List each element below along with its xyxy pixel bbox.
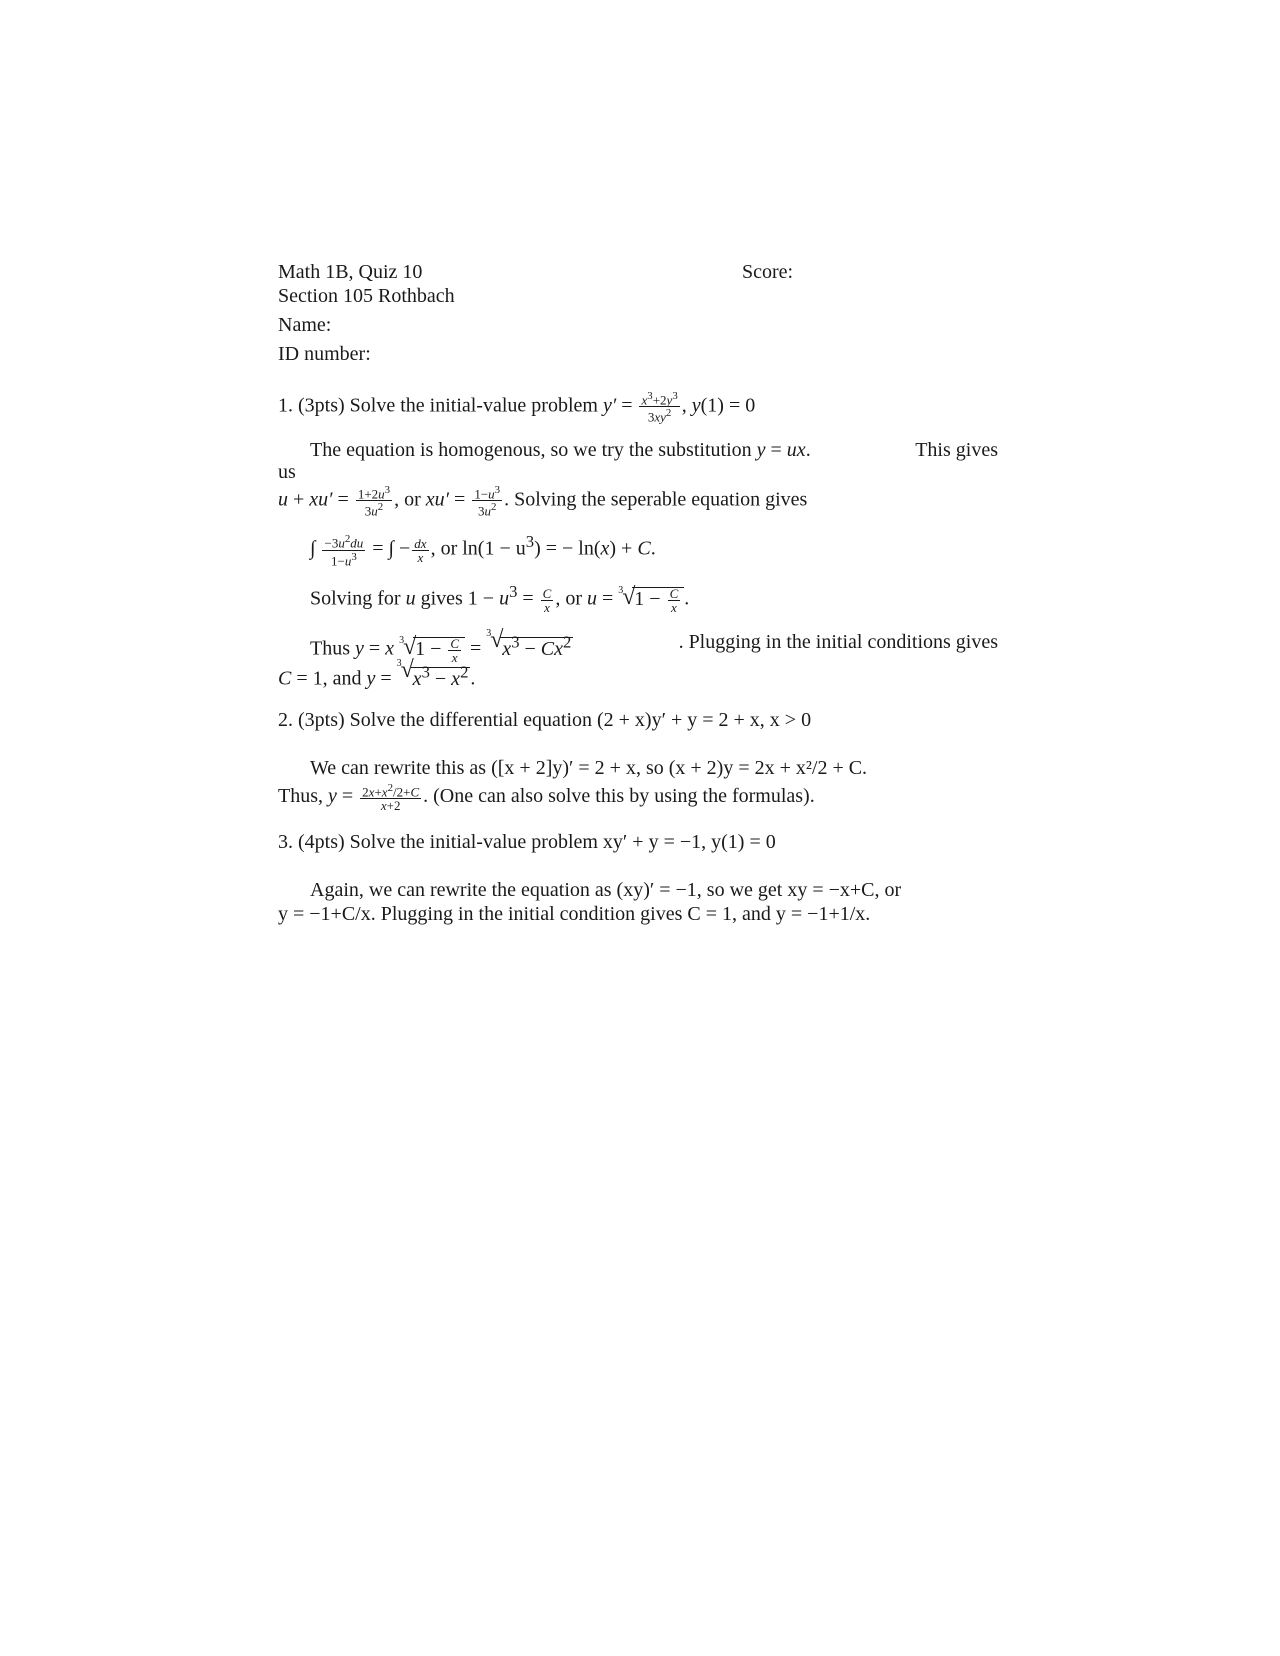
name-label: Name: [278, 314, 332, 336]
p2-line-2: Thus, y = $\frac{2x+x^2/2+C}{x+2}$ . (One can also solve this by using the formulas). [278, 782, 815, 814]
p3-line-2: y = −1+C/x. Plugging in the initial condition gives C = 1, and y = −1+1/x. [278, 903, 871, 925]
p1-line-6: Thus y = x 3 √ 1 − $\frac{C}{x}$ = 3 √ $x^3 - Cx^2$ . Plugging in the initial conditions gives [310, 627, 998, 665]
p1-line-3: u + xu′ = $\frac{1+2u^3}{3u^2}$ , or xu′ = $\frac{1-u^3}{3u^2}$ . Solving the seperable equation gives [278, 484, 808, 519]
p2-line-1: We can rewrite this as ([x + 2]y)′ = 2 + x, so (x + 2)y = 2x + x²/2 + C. [310, 757, 868, 779]
problem-3-heading: 3. (4pts) Solve the initial-value problem xy′ + y = −1, y(1) = 0 [278, 831, 776, 853]
id-label: ID number: [278, 343, 371, 365]
problem-2-heading: 2. (3pts) Solve the differential equation (2 + x)y′ + y = 2 + x, x > 0 [278, 709, 812, 731]
p1-line-7: C = 1, and y = 3 √ $x^3 - x^2$ . [278, 657, 476, 690]
quiz-title: Math 1B, Quiz 10 [278, 261, 423, 283]
p1-line-2: us [278, 461, 296, 483]
problem-1-heading: 1. (3pts) Solve the initial-value problem y′ = $\frac{x^3+2y^3}{3xy^2}$ , y(1) = 0 [278, 390, 756, 425]
p1-line-5: Solving for u gives $1 - u^3$ = $\frac{C}{x}$ , or u = 3 √ 1 − $\frac{C}{x}$ . [310, 582, 690, 615]
p1-line-1: The equation is homogenous, so we try the substitution y = ux. This gives [310, 439, 998, 461]
score-label: Score: [742, 261, 794, 283]
section-label: Section 105 Rothbach [278, 285, 455, 307]
p3-line-1: Again, we can rewrite the equation as (xy)′ = −1, so we get xy = −x+C, or [310, 879, 902, 901]
p1-line-4: ∫ $\frac{-3u^2du}{1-u^3}$ = ∫ − $\frac{dx}{x}$ , or $\ln(1 - u^3)$ = − ln(x) + C. [310, 532, 656, 568]
